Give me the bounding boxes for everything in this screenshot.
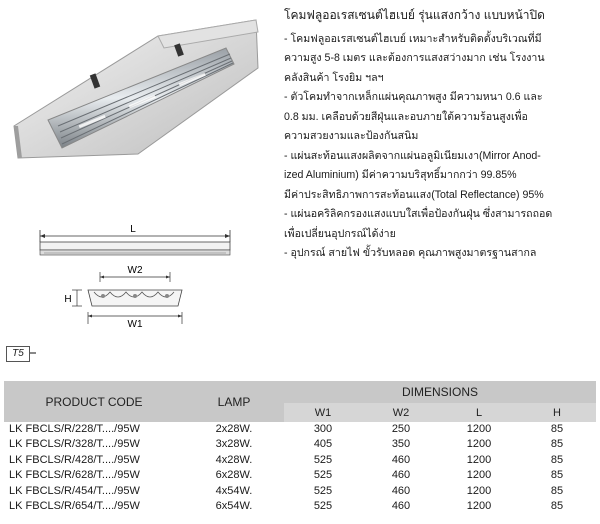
table-row [4,422,596,437]
description-line: - ตัวโคมทำจากเหล็กแผ่นคุณภาพสูง มีความหนา 0.6 และ [284,91,543,103]
header-w1: W1 [284,403,362,422]
description-line: - แผ่นอคริลิคกรองแสงแบบใสเพื่อป้องกันฝุ่น ซึ่งสามารถถอด [284,208,553,220]
cell-w2: 460 [391,469,411,482]
length-label: L [130,224,136,235]
description-line: คลังสินค้า โรงยิม ฯลฯ [284,71,384,84]
cell-h: 85 [550,484,564,497]
cell-w1: 525 [313,500,333,513]
cell-h: 85 [550,500,564,513]
cell-lamp: 6x28W. [215,469,253,482]
description-line: - แผ่นสะท้อนแสงผลิตจากแผ่นอลูมิเนียมเงา(Mirror Anod- [284,149,541,162]
cell-h: 85 [550,423,564,435]
header-product-code: PRODUCT CODE [4,381,184,422]
description-line: - โคมฟลูออเรสเซนต์ไฮเบย์ เหมาะสำหรับติดตั้งบริเวณที่มี [284,32,542,45]
cell-lamp: 4x28W. [215,453,253,466]
header-l: L [440,403,518,422]
cell-w1: 300 [313,423,333,435]
cell-code: LK FBCLS/R/454/T..../95W [9,484,140,497]
header-lamp: LAMP [184,381,284,422]
cell-w2: 250 [391,423,411,435]
tube-type-badge: T5 [6,346,30,362]
description-line: ized Aluminium) มีค่าความบริสุทธิ์มากกว่า 99.85% [284,169,517,181]
product-photo [8,8,270,170]
cell-code: LK FBCLS/R/228/T..../95W [9,423,140,435]
cell-w2: 460 [391,484,411,497]
cell-code: LK FBCLS/R/328/T..../95W [9,438,140,451]
cell-h: 85 [550,438,564,451]
cell-l: 1200 [466,500,492,513]
header-h: H [518,403,596,422]
header-w2: W2 [362,403,440,422]
description-line: เพื่อเปลี่ยนอุปกรณ์ได้ง่าย [284,227,396,240]
cell-l: 1200 [466,453,492,466]
table-row [4,499,596,514]
w2-label: W2 [127,265,143,276]
table-row [4,437,596,452]
cell-w1: 525 [313,484,333,497]
cell-l: 1200 [466,438,492,451]
cell-h: 85 [550,469,564,482]
cell-lamp: 6x54W. [215,500,253,513]
cell-l: 1200 [466,423,492,435]
cell-w2: 350 [391,438,411,451]
cell-lamp: 3x28W. [215,438,253,451]
header-dimensions: DIMENSIONS [284,381,596,403]
description-line: 0.8 มม. เคลือบด้วยสีฝุ่นและอบภายใต้ความร้อนสูงเพื่อ [284,110,528,123]
cell-w1: 405 [313,438,333,451]
description-line: - อุปกรณ์ สายไฟ ขั้วรับหลอด คุณภาพสูงมาตรฐานสากล [284,247,537,259]
spec-table [4,381,596,514]
cell-w2: 460 [391,453,411,466]
cell-lamp: 2x28W. [215,423,253,435]
description-line: มีค่าประสิทธิภาพการสะท้อนแสง(Total Reflectance) 95% [284,188,544,201]
h-label: H [64,294,72,305]
table-row [4,453,596,468]
w1-label: W1 [127,319,143,330]
cell-w2: 460 [391,500,411,513]
table-row [4,484,596,499]
cell-w1: 525 [313,453,333,466]
tube-badge-connector [30,352,36,354]
description-title: โคมฟลูออเรสเซนต์ไฮเบย์ รุ่นแสงกว้าง แบบหน้าปิด [284,8,545,22]
product-description [284,6,594,264]
cell-code: LK FBCLS/R/654/T..../95W [9,500,140,513]
cell-h: 85 [550,453,564,466]
cell-lamp: 4x54W. [215,484,253,497]
table-row [4,468,596,483]
cell-w1: 525 [313,469,333,482]
description-line: ความสวยงามและป้องกันสนิม [284,130,419,142]
cell-code: LK FBCLS/R/628/T..../95W [9,469,140,482]
dimension-drawing [30,220,240,340]
cell-l: 1200 [466,484,492,497]
cell-l: 1200 [466,469,492,482]
cell-code: LK FBCLS/R/428/T..../95W [9,453,140,466]
description-line: ความสูง 5-8 เมตร และต้องการแสงสว่างมาก เช่น โรงงาน [284,52,545,64]
